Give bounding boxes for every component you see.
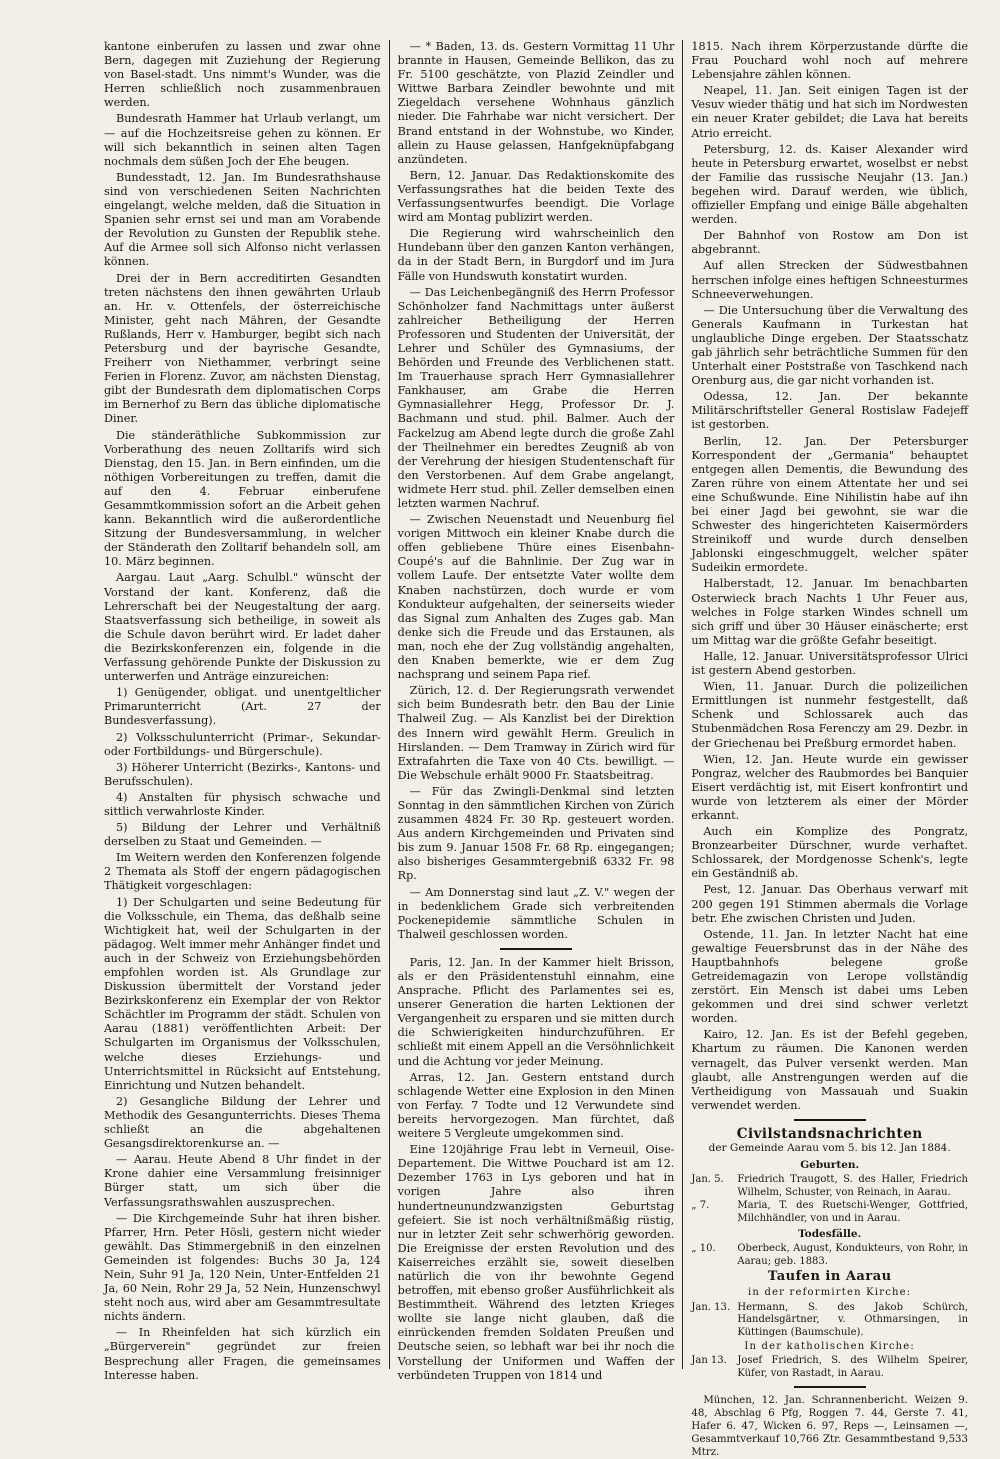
- births-heading: Geburten.: [800, 1159, 860, 1172]
- article-paragraph: 1815. Nach ihrem Körperzustande dürfte die Frau Pouchard wohl noch auf mehrere Lebensjahre zählen können.: [691, 40, 969, 82]
- entry-text: Friedrich Traugott, S. des Haller, Friedrich Wilhelm, Schuster, von Reinach, in Aarau.: [737, 1174, 969, 1198]
- article-paragraph: Zürich, 12. d. Der Regierungsrath verwendet sich beim Bundesrath betr. den Bau der Linie Thalweil Zug. — Als Kanzlist bei der Direktion des Innern wird gewählt Herm. Greulich in Hirslanden. — Dem Tramway in Zürich wird für Extrafahrten die Taxe von 40 Cts. bewilligt. — Die Webschule erhält 9000 Fr. Staatsbeitrag.: [397, 684, 675, 782]
- column-container: [96, 40, 976, 1459]
- entry-date: „ 10.: [691, 1243, 716, 1255]
- article-paragraph: 4) Anstalten für physisch schwache und sittlich verwahrloste Kinder.: [104, 790, 381, 818]
- section-divider: [794, 1119, 866, 1121]
- article-paragraph: — Am Donnerstag sind laut „Z. V." wegen der in bedenklichem Grade sich verbreitenden Pockenepidemie sämmtliche Schulen in Thalweil geschlossen worden.: [397, 885, 675, 941]
- article-paragraph: Auch ein Komplize des Pongratz, Bronzearbeiter Dürschner, wurde verhaftet. Schlossarek, der Mordgenosse Schenk's, legte ein Geständniß ab.: [691, 825, 969, 881]
- article-paragraph: Im Weitern werden den Konferenzen folgende 2 Themata als Stoff der engern pädagogischen Thätigkeit vorgeschlagen:: [104, 851, 381, 893]
- article-paragraph: 2) Volksschulunterricht (Primar-, Sekundar- oder Fortbildungs- und Bürgerschule).: [104, 730, 381, 758]
- article-paragraph: Wien, 11. Januar. Durch die polizeilichen Ermittlungen ist nunmehr festgestellt, daß Schenk und Schlossarek auch das Stubenmädchen Rosa Ferenczy am 29. Dezbr. in der Griechenau bei Preßburg ermordet haben.: [691, 680, 969, 750]
- entry-date: „ 7.: [691, 1200, 710, 1212]
- article-paragraph: — In Rheinfelden hat sich kürzlich ein „Bürgerverein" gegründet zur freien Besprechung aller Fragen, die gemeinsames Interesse haben.: [104, 1326, 381, 1382]
- reformed-church-heading: in der reformirten Kirche:: [748, 1287, 912, 1299]
- article-paragraph: Arras, 12. Jan. Gestern entstand durch schlagende Wetter eine Explosion in den Minen von Ferfay. 7 Todte und 12 Verwundete sind bereits hervorgezogen. Man fürchtet, daß weitere 5 Vergleute umgekommen sind.: [397, 1070, 675, 1141]
- article-paragraph: Der Bahnhof von Rostow am Don ist abgebrannt.: [691, 229, 969, 257]
- article-paragraph: Pest, 12. Januar. Das Oberhaus verwarf mit 200 gegen 191 Stimmen abermals die Vorlage betr. Ehe zwischen Christen und Juden.: [691, 883, 969, 925]
- article-paragraph: kantone einberufen zu lassen und zwar ohne Bern, dagegen mit Zuziehung der Regierung von Basel-stadt. Uns nimmt's Wunder, was die Herren schließlich noch zusammenbrauen werden.: [104, 40, 381, 110]
- article-paragraph: — Zwischen Neuenstadt und Neuenburg fiel vorigen Mittwoch ein kleiner Knabe durch die offen gebliebene Thüre eines Eisenbahn-Coupé's auf die Bahnlinie. Der Zug war in vollem Laufe. Der entsetzte Vater wollte dem Knaben nachstürzen, doch wurde er vom Kondukteur aufgehalten, der seinerseits wieder das Signal zum Anhalten des Zuges gab. Man denke sich die Freude und das Erstaunen, als man, noch ehe der Zug vollständig angehalten, den Knaben bemerkte, wie er dem Zug nachsprang und seinem Papa rief.: [397, 513, 675, 682]
- article-paragraph: Bundesrath Hammer hat Urlaub verlangt, um — auf die Hochzeitsreise gehen zu können. Er will sich bekanntlich in seinen alten Tagen nochmals dem süßen Joch der Ehe beugen.: [104, 112, 381, 168]
- article-paragraph: Die Regierung wird wahrscheinlich den Hundebann über den ganzen Kanton verhängen, da in der Stadt Bern, in Burgdorf und im Jura Fälle von Hundswuth konstatirt wurden.: [397, 227, 675, 283]
- article-paragraph: — Für das Zwingli-Denkmal sind letzten Sonntag in den sämmtlichen Kirchen von Zürich zusammen 4824 Fr. 30 Rp. gesteuert worden. Aus andern Kirchgemeinden und Privaten sind bis zum 9. Januar 1508 Fr. 68 Rp. eingegangen; also bisheriges Gesammtergebniß 6332 Fr. 98 Rp.: [397, 784, 675, 883]
- registry-entry: [691, 1200, 968, 1225]
- entry-text: Maria, T. des Ruetschi-Wenger, Gottfried, Milchhändler, von und in Aarau.: [737, 1200, 969, 1224]
- article-paragraph: Petersburg, 12. ds. Kaiser Alexander wird heute in Petersburg erwartet, woselbst er nebst der Familie das russische Neujahr (13. Jan.) begehen wird. Darauf werden, wie üblich, offizieller Empfang und einige Bälle abgehalten werden.: [691, 142, 969, 227]
- registry-entry: [691, 1302, 968, 1340]
- civil-registry-title: Civilstandsnachrichten: [736, 1125, 923, 1142]
- article-paragraph: 3) Höherer Unterricht (Bezirks-, Kantons- und Berufsschulen).: [104, 760, 381, 788]
- article-paragraph: — Die Untersuchung über die Verwaltung des Generals Kaufmann in Turkestan hat unglaubliche Dinge ergeben. Der Staatsschatz gab jährlich sehr beträchtliche Summen für den Unterhalt einer Poststraße von Taschkend nach Orenburg aus, die gar nicht vorhanden ist.: [691, 303, 969, 388]
- article-paragraph: Bern, 12. Januar. Das Redaktionskomite des Verfassungsrathes hat die beiden Texte des Verfassungsentwurfes beendigt. Die Vorlage wird am Montag publizirt werden.: [397, 168, 675, 225]
- article-paragraph: Halle, 12. Januar. Universitätsprofessor Ulrici ist gestern Abend gestorben.: [691, 649, 969, 678]
- baptisms-heading: Taufen in Aarau: [767, 1269, 892, 1285]
- article-paragraph: Aargau. Laut „Aarg. Schulbl." wünscht der Vorstand der kant. Konferenz, daß die Lehrerschaft bei der Neugestaltung der aarg. Staatsverfassung sich betheilige, in soweit als die Schule davon berührt wird. Er ladet daher die Bezirkskonferenzen ein, folgende in die Verfassung gehörende Punkte der Diskussion zu unterwerfen und Anträge einzureichen:: [104, 571, 381, 684]
- section-divider: [794, 1386, 866, 1388]
- article-paragraph: Odessa, 12. Jan. Der bekannte Militärschriftsteller General Rostislaw Fadejeff ist gestorben.: [691, 390, 969, 432]
- civil-registry: [691, 1127, 968, 1459]
- entry-text: Josef Friedrich, S. des Wilhelm Speirer, Küfer, von Rastadt, in Aarau.: [737, 1355, 969, 1379]
- catholic-church-heading: In der katholischen Kirche:: [744, 1341, 915, 1352]
- entry-text: Hermann, S. des Jakob Schürch, Handelsgärtner, v. Othmarsingen, in Küttingen (Baumschule).: [737, 1301, 969, 1338]
- article-paragraph: 5) Bildung der Lehrer und Verhältniß derselben zu Staat und Gemeinden. —: [104, 821, 381, 849]
- registry-entry: [691, 1243, 968, 1268]
- article-paragraph: — Das Leichenbegängniß des Herrn Professor Schönholzer fand Nachmittags unter äußerst zahlreicher Betheiligung der Herren Professoren und Studenten der Universität, der Lehrer und Schüler des Gymnasiums, der Behörden und Freunde des Verblichenen statt. Im Trauerhause sprach Herr Gymnasiallehrer Fankhauser, am Grabe die Herren Gymnasiallehrer Hegg, Professor Dr. J. Bachmann und stud. phil. Balmer. Auch der Fackelzug am Abend legte durch die große Zahl der Theilnehmer ein beredtes Zeugniß ab von der Verehrung der hiesigen Studentenschaft für den Verstorbenen. Auf dem Grabe angelangt, widmete Herr stud. phil. Zeller demselben einen letzten warmen Nachruf.: [397, 285, 675, 510]
- article-paragraph: — Aarau. Heute Abend 8 Uhr findet in der Krone dahier eine Versammlung freisinniger Bürger statt, um sich über die Verfassungsrathswahlen auszusprechen.: [104, 1153, 381, 1209]
- entry-date: Jan 13.: [691, 1355, 727, 1367]
- article-paragraph: Eine 120jährige Frau lebt in Verneuil, Oise-Departement. Die Wittwe Pouchard ist am 12. Dezember 1763 in Lys geboren und hat in vorigen Jahre also ihren hundertneunundzwanzigsten Geburtstag gefeiert. Sie ist noch verhältnißmäßig rüstig, nur in letzter Zeit sehr schwerhörig geworden. Die Ereignisse der ersten Revolution und des Kaiserreiches erzählt sie, soweit dieselben natürlich die von ihr bewohnte Gegend betroffen, mit ebenso großer Ausführlichkeit als Bestimmtheit. Während des letzten Krieges wollte sie lange nicht glauben, daß die einrückenden fremden Soldaten Preußen und Deutsche seien, so lebhaft war bei ihr noch die Vorstellung der Uniformen und Waffen der verbündeten Truppen von 1814 und: [397, 1143, 675, 1382]
- article-paragraph: Auf allen Strecken der Südwestbahnen herrschen infolge eines heftigen Schneesturmes Schneeverwehungen.: [691, 259, 969, 301]
- article-paragraph: Neapel, 11. Jan. Seit einigen Tagen ist der Vesuv wieder thätig und hat sich im Nordwesten ein neuer Krater gebildet; die Lava hat bereits Atrio erreicht.: [691, 84, 969, 140]
- article-paragraph: — * Baden, 13. ds. Gestern Vormittag 11 Uhr brannte in Hausen, Gemeinde Bellikon, das zu Fr. 5100 geschätzte, von Plazid Zeindler und Wittwe Barbara Zeindler bewohnte und mit Ziegeldach versehene Wohnhaus gänzlich nieder. Die Fahrhabe war nicht versichert. Der Brand entstand in der Wohnstube, wo Kinder, allein zu Hause gelassen, Hanfgeknüpfabgang anzündeten.: [397, 40, 675, 166]
- article-paragraph: 2) Gesangliche Bildung der Lehrer und Methodik des Gesangunterrichts. Dieses Thema schließt an die abgehaltenen Gesangsdirektorenkurse an. —: [104, 1094, 381, 1151]
- column-middle: [389, 40, 683, 1382]
- article-paragraph: 1) Genügender, obligat. und unentgeltlicher Primarunterricht (Art. 27 der Bundesverfassung).: [104, 686, 381, 728]
- article-paragraph: Die ständeräthliche Subkommission zur Vorberathung des neuen Zolltarifs wird sich Dienstag, den 15. Jan. in Bern einfinden, um die nöthigen Vorbereitungen zu treffen, damit die auf den 4. Februar einberufene Gesammtkommission sofort an die Arbeit gehen kann. Bekanntlich wird die außerordentliche Sitzung der Bundesversammlung, in welcher der Ständerath den Zolltarif behandeln soll, am 10. März beginnen.: [104, 428, 381, 569]
- entry-text: Oberbeck, August, Kondukteurs, von Rohr, in Aarau; geb. 1883.: [737, 1243, 969, 1267]
- entry-date: Jan. 5.: [691, 1174, 724, 1186]
- deaths-heading: Todesfälle.: [798, 1228, 862, 1241]
- article-paragraph: Bundesstadt, 12. Jan. Im Bundesrathshause sind von verschiedenen Seiten Nachrichten eingelangt, welche melden, daß die Situation in Spanien sehr ernst sei und man am Vorabende der Revolution zu Gunsten der Republik stehe. Auf die Armee soll sich Alfonso nicht verlassen können.: [104, 170, 381, 269]
- article-paragraph: Halberstadt, 12. Januar. Im benachbarten Osterwieck brach Nachts 1 Uhr Feuer aus, welches in Folge starken Windes schnell um sich griff und über 30 Häuser einäscherte; erst um Mittag war die größte Gefahr beseitigt.: [691, 577, 969, 647]
- article-paragraph: Paris, 12. Jan. In der Kammer hielt Brisson, als er den Präsidentenstuhl einnahm, eine Ansprache. Pflicht des Parlamentes sei es, unserer Generation die harten Lektionen der Vergangenheit zu ersparen und sie mitten durch die Schwierigkeiten hindurchzuführen. Er schließt mit einem Appell an die Versöhnlichkeit und die Achtung vor jeder Meinung.: [397, 955, 675, 1068]
- article-paragraph: Ostende, 11. Jan. In letzter Nacht hat eine gewaltige Feuersbrunst das in der Nähe des Hauptbahnhofs belegene große Getreidemagazin von Lerope vollständig zerstört. Ein Mensch ist dabei ums Leben gekommen und drei sind schwer verletzt worden.: [691, 927, 969, 1026]
- section-divider: [500, 948, 572, 950]
- market-report: München, 12. Jan. Schrannenbericht. Weizen 9. 48, Abschlag 6 Pfg, Roggen 7. 44, Gerste 7. 41, Hafer 6. 47, Wicken 6. 97, Reps —, Leinsamen —, Gesammtverkauf 10,766 Ztr. Gesammtbestand 9,533 Mtrz.: [691, 1395, 969, 1459]
- registry-entry: [691, 1174, 968, 1199]
- article-paragraph: Kairo, 12. Jan. Es ist der Befehl gegeben, Khartum zu räumen. Die Kanonen werden vernagelt, das Pulver versenkt werden. Man glaubt, alle Anstrengungen werden auf die Vertheidigung von Massauah und Suakin verwendet werden.: [691, 1028, 969, 1112]
- article-paragraph: Wien, 12. Jan. Heute wurde ein gewisser Pongraz, welcher des Raubmordes bei Banquier Eisert verdächtig ist, mit Eisert konfrontirt und wurde von letzterem als einer der Mörder erkannt.: [691, 752, 969, 822]
- article-paragraph: Berlin, 12. Jan. Der Petersburger Korrespondent der „Germania" behauptet entgegen allen Dementis, die Bewundung des Zaren rühre von einem Attentate her und sei eine Schußwunde. Eine Nihilistin habe auf ihn bei einer Jagd bei gewohnt, sie war die Schwester des hingerichteten Kaisermörders Streinikoff und wurde durch denselben Jablonski eingeschmuggelt, welcher später Sudeikin ermordete.: [691, 434, 969, 575]
- article-paragraph: Drei der in Bern accreditirten Gesandten treten nächstens den ihnen gewährten Urlaub an. Hr. v. Ottenfels, der österreichische Minister, geht nach Mähren, der Gesandte Rußlands, Herr v. Hamburger, begibt sich nach Petersburg und der bayrische Gesandte, Freiherr von Niethammer, verbringt seine Ferien in Florenz. Zuvor, am nächsten Dienstag, gibt der Bundesrath dem diplomatischen Corps im Bernerhof zu Bern das übliche diplomatische Diner.: [104, 271, 381, 426]
- column-left: [96, 40, 389, 1382]
- article-paragraph: — Die Kirchgemeinde Suhr hat ihren bisher. Pfarrer, Hrn. Peter Hösli, gestern nicht wieder gewählt. Das Stimmergebniß in den einzelnen Gemeinden ist folgendes: Buchs 30 Ja, 124 Nein, Suhr 91 Ja, 120 Nein, Unter-Entfelden 21 Ja, 60 Nein, Rohr 29 Ja, 52 Nein, Hunzenschwyl steht noch aus, wird aber am Gesammtresultate nichts ändern.: [104, 1211, 381, 1324]
- column-right: [682, 40, 976, 1459]
- civil-registry-subtitle: der Gemeinde Aarau vom 5. bis 12. Jan 1884.: [708, 1142, 951, 1155]
- article-paragraph: 1) Der Schulgarten und seine Bedeutung für die Volksschule, ein Thema, das deßhalb seine Wichtigkeit hat, weil der Schulgarten in der pädagog. Welt immer mehr Anhänger findet und auch in der Schweiz von Erziehungsbehörden empfohlen worden ist. Als Grundlage zur Diskussion übermittelt der Vorstand jeder Bezirkskonferenz ein Exemplar der von Rektor Schächtler im Programm der städt. Schulen von Aarau (1881) veröffentlichten Arbeit: Der Schulgarten im Organismus der Volksschulen, welche dieses Erziehungs- und Unterrichtsmittel in Rücksicht auf Entstehung, Einrichtung und Nutzen behandelt.: [104, 895, 381, 1092]
- entry-date: Jan. 13.: [691, 1301, 731, 1313]
- registry-entry: [691, 1355, 968, 1380]
